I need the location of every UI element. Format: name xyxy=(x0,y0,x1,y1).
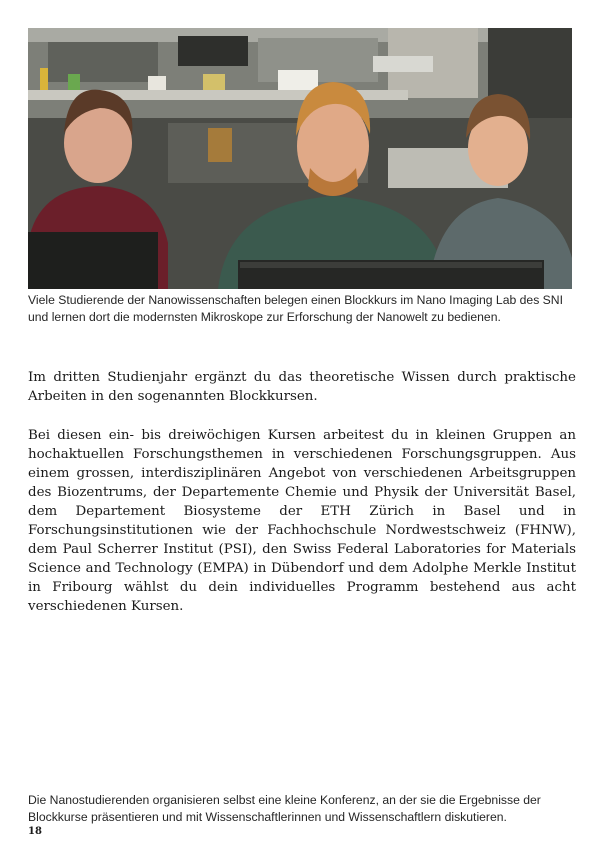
page-number: 18 xyxy=(28,826,42,837)
blockkurse-paragraph: Bei diesen ein- bis dreiwöchigen Kursen arbeitest du in kleinen Gruppen an hochaktuellen Forschungsthemen in verschiedenen Forschungsgruppen. Aus einem grossen, interdisziplinären Angebot von verschiedenen Arbeitsgruppen des Biozentrums, der Departemente Chemie und Physik der Universität Basel, dem Departement Biosysteme der ETH Zürich in Basel und in Forschungsinstitutionen wie der Fachhochschule Nordwestschweiz (FHNW), dem Paul Scherrer Institut (PSI), den Swiss Federal Laboratories for Materials Science and Technology (EMPA) in Dübendorf und dem Adolphe Merkle Institut in Fribourg wählst du dein individuelles Programm bestehend aus acht verschiedenen Kursen. xyxy=(28,428,576,614)
photo-caption: Viele Studierende der Nanowissenschaften belegen einen Blockkurs im Nano Imaging Lab des SNI und lernen dort die modernsten Mikroskope zur Erforschung der Nanowelt zu bedienen. xyxy=(28,293,563,324)
conference-caption: Die Nanostudierenden organisieren selbst eine kleine Konferenz, an der sie die Ergebnisse der Blockkurse präsentieren und mit Wissenschaftlerinnen und Wissenschaftlern diskutieren. xyxy=(28,793,541,824)
intro-paragraph: Im dritten Studienjahr ergänzt du das theoretische Wissen durch praktische Arbeiten in den sogenannten Blockkursen. xyxy=(28,370,576,404)
lab-photo xyxy=(28,28,572,289)
lab-photo-illustration xyxy=(28,28,572,289)
